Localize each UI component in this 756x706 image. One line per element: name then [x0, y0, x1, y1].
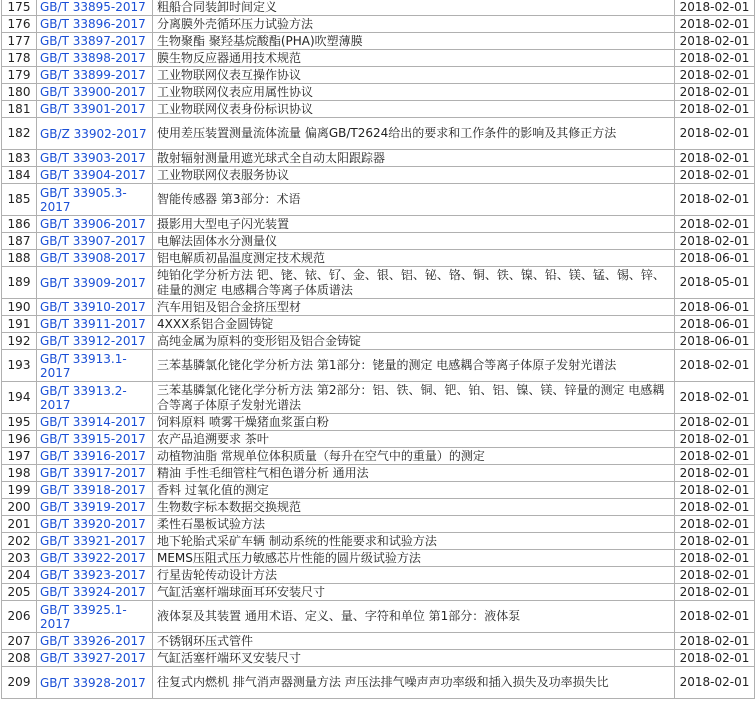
table-row [2, 184, 755, 216]
row-number: 207 [2, 633, 37, 650]
table-row [2, 67, 755, 84]
standard-title: 汽车用铝及铝合金挤压型材 [153, 299, 675, 316]
standard-code-cell [37, 516, 153, 533]
standard-title: 4XXX系铝合金圆铸锭 [153, 316, 675, 333]
table-row [2, 633, 755, 650]
standard-title: 散射辐射测量用遮光球式全自动太阳跟踪器 [153, 150, 675, 167]
table-row [2, 33, 755, 50]
row-number: 182 [2, 118, 37, 150]
standard-code-cell [37, 0, 153, 16]
effective-date: 2018-02-01 [675, 482, 755, 499]
effective-date: 2018-02-01 [675, 465, 755, 482]
table-row [2, 101, 755, 118]
standard-code-cell [37, 550, 153, 567]
row-number: 176 [2, 16, 37, 33]
standard-code-link[interactable]: GB/T 33904-2017 [40, 167, 146, 182]
effective-date: 2018-02-01 [675, 667, 755, 699]
row-number: 177 [2, 33, 37, 50]
standard-code-link[interactable]: GB/T 33928-2017 [40, 675, 146, 690]
standard-code-cell [37, 184, 153, 216]
standard-title: 分离膜外壳循环压力试验方法 [153, 16, 675, 33]
standard-code-cell [37, 414, 153, 431]
standard-code-cell [37, 482, 153, 499]
standard-title: 柔性石墨板试验方法 [153, 516, 675, 533]
standard-title: 工业物联网仪表应用属性协议 [153, 84, 675, 101]
standard-code-link[interactable]: GB/Z 33902-2017 [40, 126, 147, 141]
standard-title: 行星齿轮传动设计方法 [153, 567, 675, 584]
standard-code-cell [37, 350, 153, 382]
table-row [2, 84, 755, 101]
table-row [2, 550, 755, 567]
table-row [2, 516, 755, 533]
standard-code-link[interactable]: GB/T 33916-2017 [40, 448, 146, 463]
row-number: 186 [2, 216, 37, 233]
table-row [2, 118, 755, 150]
effective-date: 2018-02-01 [675, 431, 755, 448]
standard-code-cell [37, 601, 153, 633]
table-row [2, 167, 755, 184]
table-row [2, 333, 755, 350]
effective-date: 2018-06-01 [675, 316, 755, 333]
standard-code-link[interactable]: GB/T 33922-2017 [40, 550, 146, 565]
effective-date: 2018-02-01 [675, 601, 755, 633]
standard-code-link[interactable]: GB/T 33907-2017 [40, 233, 146, 248]
effective-date: 2018-02-01 [675, 516, 755, 533]
row-number: 198 [2, 465, 37, 482]
standard-title: 工业物联网仪表服务协议 [153, 167, 675, 184]
table-row [2, 350, 755, 382]
standard-code-cell [37, 667, 153, 699]
table-row [2, 233, 755, 250]
standard-code-link[interactable]: GB/T 33903-2017 [40, 150, 146, 165]
standard-code-cell [37, 16, 153, 33]
row-number: 197 [2, 448, 37, 465]
row-number: 184 [2, 167, 37, 184]
standard-code-cell [37, 465, 153, 482]
effective-date: 2018-02-01 [675, 414, 755, 431]
standard-title: 摄影用大型电子闪光装置 [153, 216, 675, 233]
standard-code-cell [37, 333, 153, 350]
standard-code-link[interactable]: GB/T 33914-2017 [40, 414, 146, 429]
standard-code-cell [37, 431, 153, 448]
row-number: 180 [2, 84, 37, 101]
standard-code-link[interactable]: GB/T 33927-2017 [40, 650, 146, 665]
row-number: 203 [2, 550, 37, 567]
effective-date: 2018-02-01 [675, 118, 755, 150]
effective-date: 2018-02-01 [675, 567, 755, 584]
standard-title: 动植物油脂 常规单位体积质量（每升在空气中的重量）的测定 [153, 448, 675, 465]
table-row [2, 499, 755, 516]
standard-code-cell [37, 167, 153, 184]
standard-code-link[interactable]: GB/T 33901-2017 [40, 101, 146, 116]
row-number: 192 [2, 333, 37, 350]
standard-title: 铝电解质初晶温度测定技术规范 [153, 250, 675, 267]
row-number: 190 [2, 299, 37, 316]
row-number: 179 [2, 67, 37, 84]
table-row [2, 50, 755, 67]
standards-table-body [2, 0, 755, 699]
standard-title: 智能传感器 第3部分：术语 [153, 184, 675, 216]
effective-date: 2018-02-01 [675, 0, 755, 16]
standard-title: 农产品追溯要求 茶叶 [153, 431, 675, 448]
row-number: 191 [2, 316, 37, 333]
effective-date: 2018-06-01 [675, 333, 755, 350]
effective-date: 2018-02-01 [675, 184, 755, 216]
row-number: 205 [2, 584, 37, 601]
table-row [2, 482, 755, 499]
row-number: 208 [2, 650, 37, 667]
row-number: 185 [2, 184, 37, 216]
table-row [2, 414, 755, 431]
table-row [2, 250, 755, 267]
standard-code-link[interactable]: GB/T 33897-2017 [40, 33, 146, 48]
effective-date: 2018-02-01 [675, 216, 755, 233]
standard-title: 高纯金属为原料的变形铝及铝合金铸锭 [153, 333, 675, 350]
standard-code-cell [37, 650, 153, 667]
effective-date: 2018-02-01 [675, 50, 755, 67]
standard-code-link[interactable]: GB/T 33918-2017 [40, 482, 146, 497]
standard-code-link[interactable]: GB/T 33906-2017 [40, 216, 146, 231]
standard-code-cell [37, 533, 153, 550]
standards-table [1, 0, 755, 699]
table-row [2, 150, 755, 167]
standard-code-cell [37, 299, 153, 316]
standard-code-link[interactable]: GB/T 33925.1-2017 [40, 602, 127, 631]
row-number: 194 [2, 382, 37, 414]
standard-title: 生物数字标本数据交换规范 [153, 499, 675, 516]
row-number: 188 [2, 250, 37, 267]
standard-title: 工业物联网仪表身份标识协议 [153, 101, 675, 118]
row-number: 204 [2, 567, 37, 584]
table-row [2, 431, 755, 448]
row-number: 206 [2, 601, 37, 633]
standard-code-cell [37, 216, 153, 233]
table-row [2, 0, 755, 16]
row-number: 175 [2, 0, 37, 16]
standard-code-link[interactable]: GB/T 33896-2017 [40, 16, 146, 31]
effective-date: 2018-02-01 [675, 67, 755, 84]
table-row [2, 16, 755, 33]
row-number: 209 [2, 667, 37, 699]
effective-date: 2018-02-01 [675, 150, 755, 167]
standard-code-cell [37, 382, 153, 414]
standard-code-link[interactable]: GB/T 33924-2017 [40, 584, 146, 599]
standard-code-cell [37, 267, 153, 299]
standard-code-cell [37, 150, 153, 167]
effective-date: 2018-02-01 [675, 16, 755, 33]
effective-date: 2018-02-01 [675, 650, 755, 667]
standard-code-link[interactable]: GB/T 33908-2017 [40, 250, 146, 265]
table-row [2, 533, 755, 550]
standard-code-cell [37, 584, 153, 601]
standard-title: 精油 手性毛细管柱气相色谱分析 通用法 [153, 465, 675, 482]
standard-code-link[interactable]: GB/T 33915-2017 [40, 431, 146, 446]
standard-code-cell [37, 50, 153, 67]
effective-date: 2018-02-01 [675, 382, 755, 414]
standard-code-link[interactable]: GB/T 33912-2017 [40, 333, 146, 348]
standard-code-link[interactable]: GB/T 33900-2017 [40, 84, 146, 99]
effective-date: 2018-02-01 [675, 633, 755, 650]
standard-title: 气缸活塞杆端环叉安装尺寸 [153, 650, 675, 667]
standard-title: MEMS压阻式压力敏感芯片性能的圆片级试验方法 [153, 550, 675, 567]
standard-code-link[interactable]: GB/T 33920-2017 [40, 516, 146, 531]
effective-date: 2018-02-01 [675, 550, 755, 567]
standard-code-link[interactable]: GB/T 33909-2017 [40, 275, 146, 290]
standard-code-cell [37, 316, 153, 333]
standard-code-cell [37, 633, 153, 650]
table-row [2, 316, 755, 333]
standard-title: 生物聚酯 聚羟基烷酸酯(PHA)吹塑薄膜 [153, 33, 675, 50]
table-row [2, 382, 755, 414]
row-number: 183 [2, 150, 37, 167]
standard-title: 不锈钢环压式管件 [153, 633, 675, 650]
standard-code-link[interactable]: GB/T 33913.2-2017 [40, 383, 127, 412]
table-row [2, 448, 755, 465]
table-row [2, 567, 755, 584]
standard-code-cell [37, 233, 153, 250]
table-row [2, 667, 755, 699]
standard-code-cell [37, 250, 153, 267]
effective-date: 2018-06-01 [675, 299, 755, 316]
standard-title: 香料 过氧化值的测定 [153, 482, 675, 499]
standard-title: 工业物联网仪表互操作协议 [153, 67, 675, 84]
standard-title: 膜生物反应器通用技术规范 [153, 50, 675, 67]
table-row [2, 584, 755, 601]
standard-title: 使用差压装置测量流体流量 偏离GB/T2624给出的要求和工作条件的影响及其修正方法 [153, 118, 675, 150]
table-row [2, 267, 755, 299]
effective-date: 2018-02-01 [675, 499, 755, 516]
standard-code-cell [37, 499, 153, 516]
row-number: 195 [2, 414, 37, 431]
standard-title: 三苯基膦氯化铑化学分析方法 第2部分：铝、铁、铜、钯、铂、铝、镍、镁、锌量的测定 电感耦合等离子体原子发射光谱法 [153, 382, 675, 414]
row-number: 200 [2, 499, 37, 516]
standard-code-link[interactable]: GB/T 33913.1-2017 [40, 351, 127, 380]
row-number: 189 [2, 267, 37, 299]
standard-title: 饲料原料 喷雾干燥猪血浆蛋白粉 [153, 414, 675, 431]
table-row [2, 216, 755, 233]
row-number: 181 [2, 101, 37, 118]
standard-code-cell [37, 33, 153, 50]
standard-code-cell [37, 101, 153, 118]
standard-title: 三苯基膦氯化铑化学分析方法 第1部分：铑量的测定 电感耦合等离子体原子发射光谱法 [153, 350, 675, 382]
standard-title: 液体泵及其装置 通用术语、定义、量、字符和单位 第1部分：液体泵 [153, 601, 675, 633]
standard-code-link[interactable]: GB/T 33921-2017 [40, 533, 146, 548]
standard-code-cell [37, 567, 153, 584]
row-number: 178 [2, 50, 37, 67]
effective-date: 2018-02-01 [675, 101, 755, 118]
effective-date: 2018-02-01 [675, 84, 755, 101]
standard-code-link[interactable]: GB/T 33899-2017 [40, 67, 146, 82]
effective-date: 2018-02-01 [675, 448, 755, 465]
row-number: 202 [2, 533, 37, 550]
table-row [2, 650, 755, 667]
standard-title: 地下轮胎式采矿车辆 制动系统的性能要求和试验方法 [153, 533, 675, 550]
standard-code-link[interactable]: GB/T 33917-2017 [40, 465, 146, 480]
effective-date: 2018-02-01 [675, 33, 755, 50]
effective-date: 2018-06-01 [675, 250, 755, 267]
standard-code-link[interactable]: GB/T 33910-2017 [40, 299, 146, 314]
effective-date: 2018-05-01 [675, 267, 755, 299]
effective-date: 2018-02-01 [675, 167, 755, 184]
standard-title: 粗船合同装卸时间定义 [153, 0, 675, 16]
effective-date: 2018-02-01 [675, 350, 755, 382]
standard-code-cell [37, 448, 153, 465]
standard-code-link[interactable]: GB/T 33898-2017 [40, 50, 146, 65]
standard-title: 往复式内燃机 排气消声器测量方法 声压法排气噪声声功率级和插入损失及功率损失比 [153, 667, 675, 699]
table-row [2, 465, 755, 482]
effective-date: 2018-02-01 [675, 584, 755, 601]
standard-code-link[interactable]: GB/T 33911-2017 [40, 316, 146, 331]
standard-code-link[interactable]: GB/T 33919-2017 [40, 499, 146, 514]
standard-code-link[interactable]: GB/T 33923-2017 [40, 567, 146, 582]
effective-date: 2018-02-01 [675, 233, 755, 250]
standard-code-cell [37, 118, 153, 150]
standard-code-cell [37, 67, 153, 84]
standard-code-cell [37, 84, 153, 101]
standard-code-link[interactable]: GB/T 33905.3-2017 [40, 185, 127, 214]
table-row [2, 601, 755, 633]
row-number: 193 [2, 350, 37, 382]
table-row [2, 299, 755, 316]
standard-code-link[interactable]: GB/T 33926-2017 [40, 633, 146, 648]
row-number: 199 [2, 482, 37, 499]
row-number: 196 [2, 431, 37, 448]
row-number: 187 [2, 233, 37, 250]
standard-title: 纯铂化学分析方法 钯、铑、铱、钌、金、银、铝、铋、铬、铜、铁、镍、铅、镁、锰、锡、锌、硅量的测定 电感耦合等离子体质谱法 [153, 267, 675, 299]
standard-title: 电解法固体水分测量仪 [153, 233, 675, 250]
standard-title: 气缸活塞杆端球面耳环安装尺寸 [153, 584, 675, 601]
standard-code-link[interactable]: GB/T 33895-2017 [40, 0, 146, 14]
effective-date: 2018-02-01 [675, 533, 755, 550]
row-number: 201 [2, 516, 37, 533]
